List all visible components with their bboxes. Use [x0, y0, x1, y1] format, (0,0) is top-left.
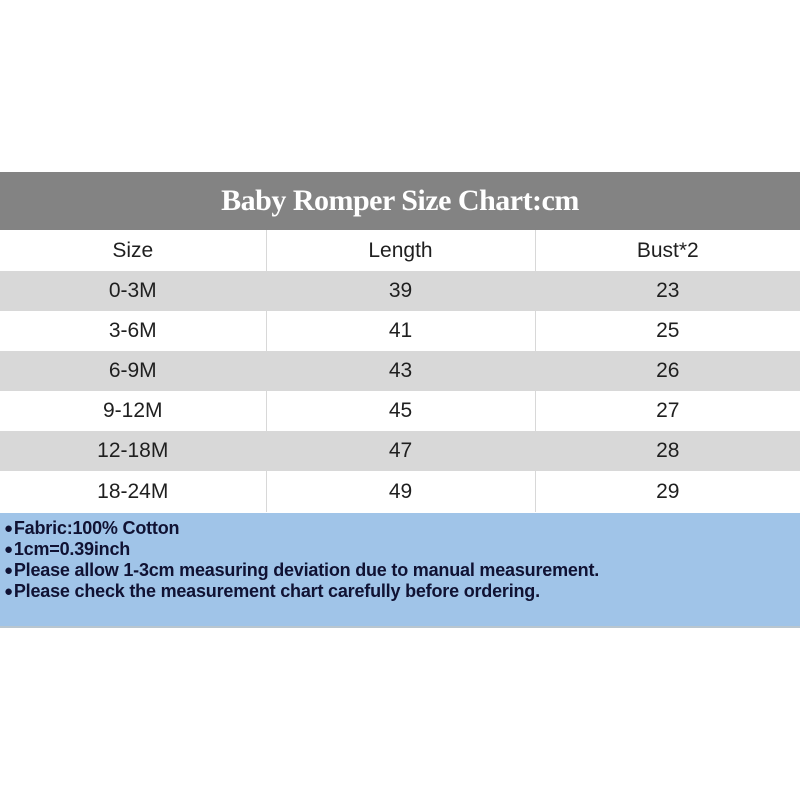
- size-cell: 3-6M: [108, 319, 157, 342]
- bust-cell: 25: [535, 311, 800, 351]
- bust-cell: 29: [535, 471, 800, 512]
- length-cell: 41: [266, 311, 535, 351]
- size-cell: 6-9M: [108, 359, 157, 382]
- column-header-size: Size: [112, 238, 154, 262]
- table-row: [0, 351, 800, 391]
- bullet-icon: ●: [4, 541, 13, 558]
- bullet-icon: ●: [4, 583, 13, 600]
- note-line: [4, 518, 800, 539]
- table-row: [0, 431, 800, 471]
- size-cell: 9-12M: [102, 399, 163, 422]
- bullet-icon: ●: [4, 520, 13, 537]
- note-text-conversion: 1cm=0.39inch: [13, 539, 131, 559]
- bust-cell: 28: [535, 431, 800, 471]
- bust-cell: 27: [535, 391, 800, 431]
- title-band: [0, 172, 800, 230]
- length-cell: 39: [266, 271, 535, 311]
- bust-cell: 23: [535, 271, 800, 311]
- bullet-icon: ●: [4, 562, 13, 579]
- note-text-deviation: Please allow 1-3cm measuring deviation due to manual measurement.: [13, 560, 600, 580]
- size-table: [0, 230, 800, 512]
- size-cell: 12-18M: [97, 439, 169, 462]
- length-cell: 49: [266, 471, 535, 512]
- note-text-check-chart: Please check the measurement chart carefully before ordering.: [13, 581, 540, 601]
- length-cell: 47: [266, 431, 535, 471]
- note-line: [4, 560, 800, 581]
- table-header-row: [0, 230, 800, 271]
- size-cell: 18-24M: [97, 479, 169, 503]
- bust-cell: 26: [535, 351, 800, 391]
- column-header-bust: Bust*2: [535, 230, 800, 271]
- table-row: [0, 311, 800, 351]
- table-row: [0, 391, 800, 431]
- note-text-fabric: Fabric:100% Cotton: [13, 518, 180, 538]
- table-row: [0, 471, 800, 512]
- notes-panel: [0, 513, 800, 628]
- length-cell: 43: [266, 351, 535, 391]
- length-cell: 45: [266, 391, 535, 431]
- note-line: [4, 581, 800, 602]
- note-line: [4, 539, 800, 560]
- table-row: [0, 271, 800, 311]
- column-header-length: Length: [266, 230, 535, 271]
- size-cell: 0-3M: [108, 279, 157, 302]
- page-title: Baby Romper Size Chart:cm: [221, 184, 579, 217]
